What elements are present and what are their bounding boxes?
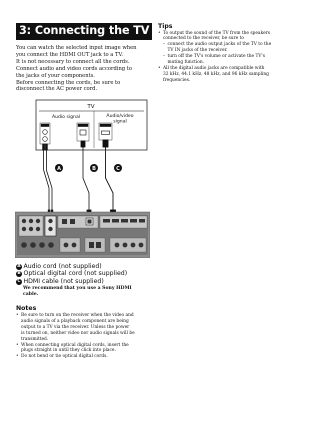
legend-text: Optical digital cord (not supplied) xyxy=(23,270,128,278)
note-item xyxy=(16,354,150,360)
connection-diagram xyxy=(15,98,150,258)
callout-b-label: B xyxy=(92,165,96,172)
av-signal-label: Audio/video xyxy=(106,114,134,119)
tip-line: 32 kHz, 44.1 kHz, 48 kHz, and 96 kHz sampling xyxy=(163,71,269,77)
note-line: • Be sure to turn on the receiver when the video and xyxy=(21,313,134,318)
note-line: • When connecting optical digital cords, insert the xyxy=(21,342,129,348)
tips-heading: Tips xyxy=(158,23,173,30)
tip-line: connected to the receiver, be sure to xyxy=(163,36,244,42)
tip-line: muting function. xyxy=(167,60,205,66)
intro-line: disconnect the AC power cord. xyxy=(16,86,98,93)
legend-item-c xyxy=(16,278,150,285)
legend-badge: B xyxy=(17,271,21,277)
legend-item-a xyxy=(16,263,150,270)
note-item xyxy=(16,343,150,355)
legend-text: HDMI cable (not supplied) xyxy=(23,277,104,285)
hdmi-cable xyxy=(103,140,116,217)
intro-line: Before connecting the cords, be sure to xyxy=(16,79,121,86)
callout-c-label: C xyxy=(116,165,120,172)
notes-list xyxy=(16,313,150,360)
tip-line: • To output the sound of the TV from the speakers xyxy=(163,30,270,36)
optical-cord xyxy=(81,141,91,217)
notes-section xyxy=(16,305,150,360)
tip-sub-item xyxy=(163,54,286,66)
section-title-bar xyxy=(16,23,152,40)
intro-line: the jacks of your components. xyxy=(16,72,95,79)
legend-item-b xyxy=(16,270,150,277)
note-line: audio signals of a playback component are being xyxy=(21,318,129,324)
tip-line: – turn off the TV's volume or activate the TV's xyxy=(167,54,265,60)
note-line: transmitted. xyxy=(21,336,49,342)
tips-section xyxy=(158,23,286,84)
intro-line: You can watch the selected input image when xyxy=(16,45,137,51)
audio-signal-label: Audio signal xyxy=(51,115,81,120)
note-line: is turned on, neither video nor audio signals will be xyxy=(21,330,135,336)
note-line: cable. xyxy=(23,292,39,298)
legend-badge: A xyxy=(17,263,21,269)
note-line: plugs straight in until they click into place. xyxy=(21,348,116,354)
intro-line: you connect the HDMI OUT jack to a TV. xyxy=(16,51,123,58)
note-item xyxy=(16,313,150,343)
tip-line: TV IN jacks of the receiver. xyxy=(167,48,228,54)
tv-label: TV xyxy=(87,104,95,110)
tip-item xyxy=(158,66,286,84)
legend-badge: C xyxy=(17,278,21,284)
tip-sub-list xyxy=(163,42,286,66)
callout-a-label: A xyxy=(57,165,61,172)
intro-text xyxy=(16,45,150,93)
section-title: 3: Connecting the TV xyxy=(19,24,150,37)
note-line: We recommend that you use a Sony HDMI xyxy=(23,286,132,292)
note-line: output to a TV via the receiver. Unless the power xyxy=(21,324,130,330)
tip-line: frequencies. xyxy=(163,77,191,83)
tip-item xyxy=(158,31,286,66)
receiver-rear-panel xyxy=(15,212,150,258)
tip-sub-item xyxy=(163,42,286,54)
av-signal-label: signal xyxy=(113,119,127,125)
tips-list xyxy=(158,31,286,84)
connection-diagram-svg xyxy=(15,98,150,258)
legend-text: Audio cord (not supplied) xyxy=(23,263,102,270)
tip-line: – connect the audio output jacks of the TV to the xyxy=(167,42,272,48)
cord-legend xyxy=(16,263,150,298)
tip-line: • All the digital audio jacks are compatible with xyxy=(163,65,265,71)
hdmi-recommendation xyxy=(23,286,150,298)
intro-line: Connect audio and video cords according to xyxy=(16,65,132,72)
intro-line: It is not necessary to connect all the cords. xyxy=(16,58,130,65)
audio-cord xyxy=(43,144,53,218)
notes-heading: Notes xyxy=(16,305,37,312)
note-line: • Do not bend or tie optical digital cords. xyxy=(21,354,108,360)
